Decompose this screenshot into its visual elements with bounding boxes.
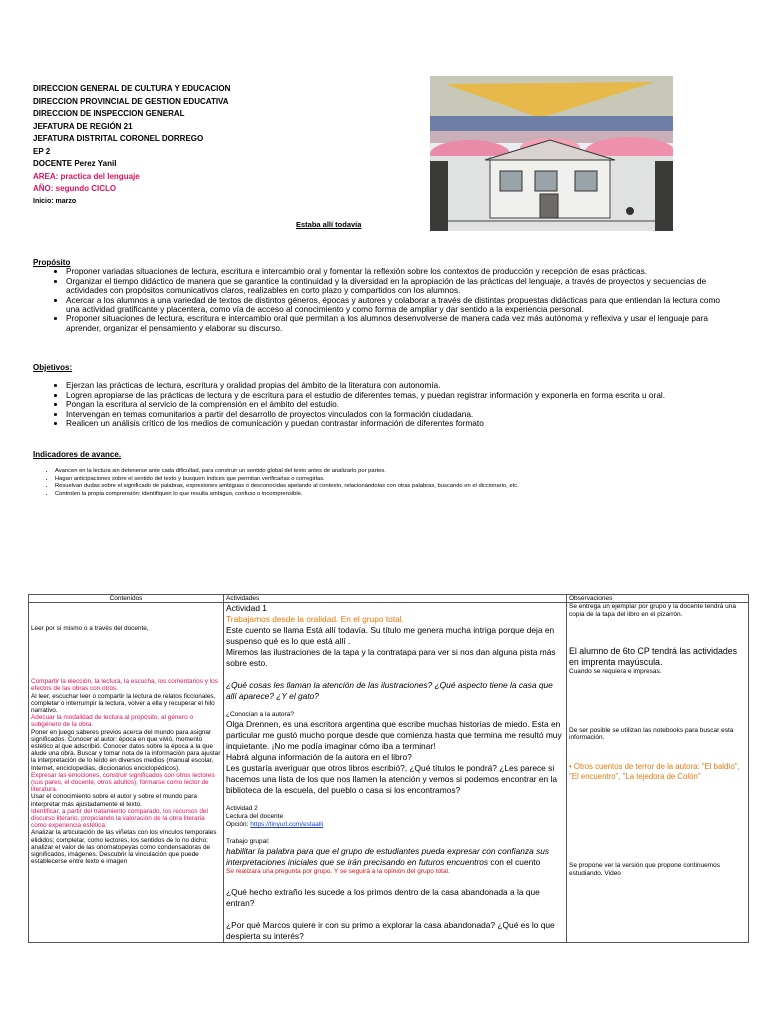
list-item: • Logren apropiarse de las prácticas de lectura y de escritura para el estudio de diferentes temas, y puedan registrar información y exponerla en forma escrita u oral. [66, 391, 733, 400]
contenido-text: Analizar la articulación de las viñetas con los vínculos temporales elididos; completar, como lectores, los sentidos de lo no dicho; analizar el valor de las onomatopeyas como condensadoras de significados, imágenes. Descubrir la vinculación que puede establecerse entre texto e imagen [31, 829, 217, 866]
column-header: Contenidos [29, 595, 224, 603]
actividad-question: ¿Por qué Marcos quiere ir con su primo a explorar la casa abandonada? ¿Qué es lo que despierta su interés? [226, 920, 555, 941]
list-item: • Acercar a los alumnos a una variedad de textos de distintos géneros, épocas y autores y colaborar a través de distintas propuestas didácticas para que entiendan la lectura como una actividad gratificante y placentera, como vía de acceso al conocimiento y como forma de ampliar y dar sentido a la experiencia personal. [66, 296, 733, 315]
actividad-text: Habrá alguna información de la autora en el libro? [226, 752, 412, 762]
contenido-text: Leer por sí mismo o a través del docente, [31, 625, 149, 632]
contenidos-cell [29, 603, 224, 943]
list-item: • Avancen en la lectura sin detenerse ante cada dificultad, para construir un sentido global del texto antes de analizarlo por partes. [55, 468, 733, 476]
proposito-section [33, 258, 733, 333]
book-title: Estaba allí todavía [296, 220, 362, 229]
anio-line: AÑO: segundo CICLO [33, 184, 117, 193]
actividad-text: ¿Conocían a la autora? [226, 711, 294, 718]
actividad-text: Olga Drennen, es una escritora argentina que escribe muchas historias de miedo. Esta en particular me gustó mucho porque desde que comienza hasta que termina me resultó muy inquietante. ¡No me podía imaginar cómo iba a terminar! [226, 719, 562, 751]
contenido-text: Expresar las emociones, construir significados con otros lectores (sus pares, el docente, otros adultos); formarse como lector de literatura. [31, 771, 215, 794]
column-header: Actividades [224, 595, 567, 603]
objetivos-section [33, 363, 733, 428]
list-item: • Organizar el tiempo didáctico de manera que se garantice la continuidad y la diversidad en la apropiación de las prácticas del lenguaje, a través de proyectos y secuencias de actividades con propósitos comunicativos claros, realizables en corto plazo y compartidos con los alumnos. [66, 277, 733, 296]
inicio-line: Inicio: marzo [33, 197, 77, 205]
opcion-line [226, 821, 564, 829]
list-item: • Controlen la propia comprensión: identifiquen lo que resulta ambiguo, confuso o incomprensible. [55, 491, 733, 499]
column-header: Observaciones [567, 595, 749, 603]
video-link[interactable]: https://tinyurl.com/estaalli [250, 821, 324, 828]
actividad-text: Lectura del docente [226, 813, 284, 820]
header-line: DIRECCION GENERAL DE CULTURA Y EDUCACION [33, 84, 231, 93]
actividad-question: ¿Qué cosas les llaman la atención de las ilustraciones? ¿Qué aspecto tiene la casa que allí aparece? ¿Y el gato? [226, 680, 553, 701]
list-item: • Proponer variadas situaciones de lectura, escritura e intercambio oral y fomentar la reflexión sobre los contextos de producción y recepción de esas prácticas. [66, 267, 733, 276]
header-line: EP 2 [33, 146, 51, 156]
actividad-title: Actividad 1 [226, 603, 267, 613]
list-item: • Proponer situaciones de lectura, escritura e intercambio oral que permitan a los alumnos desenvolverse de manera cada vez más autónoma y reflexiva y usar el lenguaje para aprender, organizar el pensamiento y elaborar su discurso. [66, 314, 733, 333]
header-line: JEFATURA DISTRITAL CORONEL DORREGO [33, 134, 204, 143]
contenido-text: Al leer, escuchar leer o compartir la lectura de relatos ficcionales, completar o interrumpir la lectura, volver a ella y recuperar el hilo narrativo. [31, 692, 216, 715]
header-line: DOCENTE Perez Yanil [33, 159, 117, 168]
contenido-text: Poner en juego saberes previos acerca del mundo para asignar significados. Conocer al autor: época en que vivió, momento estético al que adscribió. Conocer datos sobre la época a la que alude una obra. Buscar y tomar nota de la información para ajustar la interpretación de lo leído en diversos medios (manual escolar, Internet, enciclopedias, diccionarios enciclopédicos). [31, 728, 221, 772]
observacion-text: El alumno de 6to CP tendrá las actividades en imprenta mayúscula. [569, 646, 738, 668]
list-item: • Realicen un análisis crítico de los medios de comunicación y puedan contrastar información de diferentes formato [66, 419, 733, 428]
header-line: DIRECCION PROVINCIAL DE GESTION EDUCATIVA [33, 96, 229, 106]
actividades-cell [224, 603, 567, 943]
table-header-row [29, 595, 749, 603]
opcion-label: Opción: [226, 821, 251, 828]
contenido-text: Compartir la elección, la lectura, la escucha, los comentarios y los efectos de las obras con otros. [31, 678, 218, 693]
contenido-text: Usar el conocimiento sobre el autor y sobre el mundo para interpretar más ajustadamente el texto. [31, 793, 197, 808]
objetivos-heading: Objetivos: [33, 363, 73, 372]
header-line: DIRECCION DE INSPECCION GENERAL [33, 109, 185, 118]
table-row [29, 603, 749, 943]
institution-header [33, 83, 423, 208]
indicadores-heading: Indicadores de avance. [33, 450, 122, 459]
contenido-text: Adecuar la modalidad de lectura al propósito, al género o subgénero de la obra. [31, 714, 194, 729]
observacion-text: • Otros cuentos de terror de la autora: "El baldío", "El encuentro", "La tejedora de Colón" [569, 761, 740, 781]
actividad-question: ¿Qué hecho extraño les sucede a los primos dentro de la casa abandonada a la que entran? [226, 887, 540, 908]
observacion-text: De ser posible se utilizan las notebooks para buscar esta información. [569, 726, 734, 742]
observacion-text: Se entrega un ejemplar por grupo y la docente tendrá una copia de la tapa del libro en el pizarrón. [569, 603, 736, 618]
actividad-text [226, 846, 564, 868]
list-item: • Intervengan en temas comunitarios a partir del desarrollo de proyectos vinculados con la formación ciudadana. [66, 410, 733, 419]
area-line: AREA: practica del lenguaje [33, 171, 140, 181]
actividad-text: Trabajo grupal: [226, 838, 270, 845]
book-cover-illustration [430, 76, 673, 231]
proposito-list [33, 267, 733, 333]
actividad-text: Les gustaría averiguar que otros libros escribió?, ¿Qué títulos le pondrá? ¿Les parece si hacemos una lista de los que nos llamen la atención y vemos si podemos encontrar en la biblioteca de la escuela, del pueblo o casa si los encontramos? [226, 763, 558, 795]
contenido-text: Identificar, a partir del tratamiento comparado, los recursos del discurso literario, propiciando la valoración de la obra literaria como experiencia estética. [31, 807, 208, 830]
actividad-text: Miremos las ilustraciones de la tapa y la contratapa para ver si nos dan alguna pista más sobre esto. [226, 647, 556, 668]
list-item: • Resuelvan dudas sobre el significado de palabras, expresiones ambiguas o desconocidas apelando al contexto, relacionándolas con otras palabras, buscando en el diccionario, etc. [55, 483, 733, 491]
actividad-text: Trabajamos desde la oralidad. En el grupo total. [226, 614, 404, 624]
indicadores-section [33, 450, 733, 498]
list-item: • Pongan la escritura al servicio de la comprensión en el ámbito del estudio. [66, 400, 733, 409]
actividad-title: Actividad 2 [226, 805, 258, 812]
actividad-text: Se realizara una pregunta por grupo. Y se seguirá a la opinión del grupo total. [226, 868, 450, 875]
observacion-text: Cuando se requiera e impresas. [569, 668, 662, 676]
observacion-text: Se propone ver la versión que propone continuemos estudiando. Video [569, 861, 721, 877]
actividad-italic: habilitar la palabra para que el grupo de estudiantes pueda expresar con confianza sus interpretaciones iniciales que se irán precisando en futuros encuentros [226, 846, 550, 867]
proposito-heading: Propósito [33, 258, 71, 267]
list-item: • Hagan anticipaciones sobre el sentido del texto y busquen índices que permitan verificarlas o corregirlas. [55, 476, 733, 484]
actividad-text: Este cuento se llama Está allí todavía. Su título me genera mucha intriga porque deja en suspenso qué es lo que está allí . [226, 625, 555, 646]
cover-drawing [430, 76, 673, 231]
planning-table [28, 594, 749, 943]
observaciones-cell [567, 603, 749, 943]
header-line: JEFATURA DE REGIÓN 21 [33, 121, 133, 131]
actividad-text-tail: con el cuento [488, 857, 541, 867]
list-item: • Ejerzan las prácticas de lectura, escritura y oralidad propias del ámbito de la literatura con autonomía. [66, 381, 733, 390]
indicadores-list [33, 468, 733, 498]
objetivos-list [33, 381, 733, 428]
